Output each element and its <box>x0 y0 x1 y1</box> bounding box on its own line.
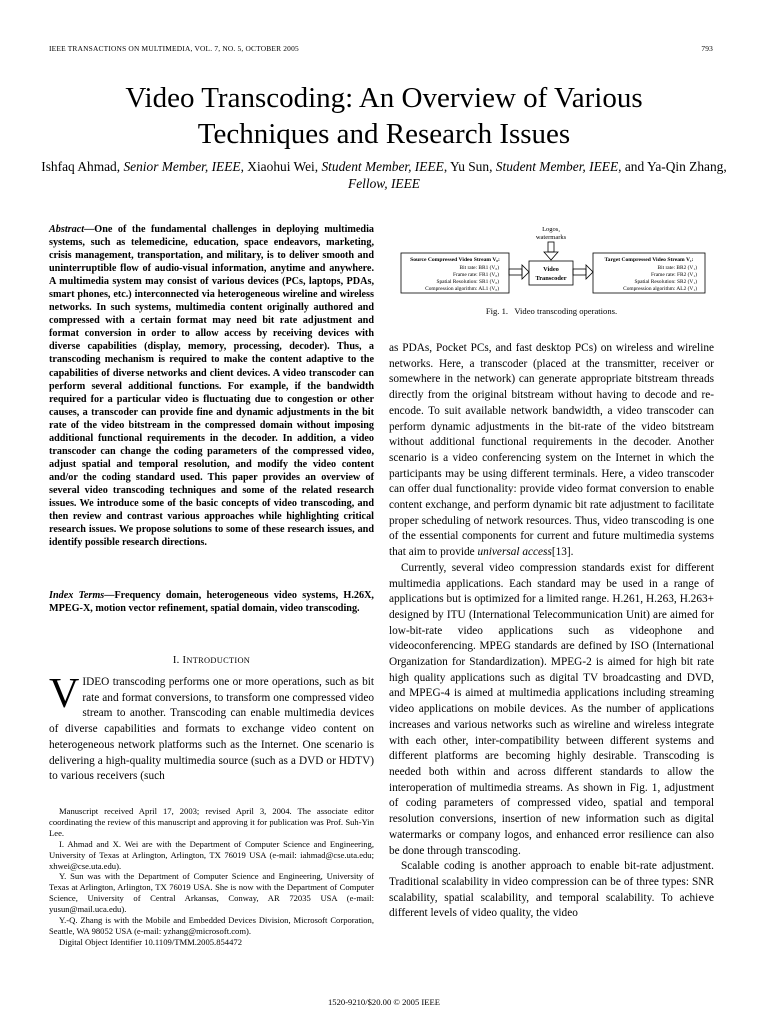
source-line-3: Spatial Resolution: SR1 (V₀) <box>436 279 499 285</box>
drop-cap: V <box>49 671 80 717</box>
section-heading <box>49 655 374 666</box>
universal-access-term: universal access <box>477 546 552 559</box>
index-terms <box>49 589 374 615</box>
source-stream-title: Source Compressed Video Stream V₀: <box>410 257 500 263</box>
target-stream-title: Target Compressed Video Stream V₁: <box>604 257 694 263</box>
abstract-lead: Abstract <box>49 224 85 235</box>
index-terms-lead: Index Terms <box>49 590 105 601</box>
author-1: Ishfaq Ahmad, <box>41 159 124 174</box>
footnote-affiliation-2: Y. Sun was with the Department of Computer Science and Engineering, University of Texas at Arlington, Arlington, TX 76019 USA. She is now with the Department of Computer Science, University of Central Arkansas, Conway, AR 72035 USA (e-mail: yusun@mail.uca.edu). <box>49 871 374 915</box>
section-title-rest: NTRODUCTION <box>186 656 251 665</box>
intro-text: IDEO transcoding performs one or more operations, such as bit rate and format conversions, to transform one compressed video stream to another. Transcoding can enable multimedia devices of diverse capabilities and formats to exchange video content on heterogeneous network platforms such as the Internet. One scenario is delivering a high-quality multimedia source (such as a DVD or HDTV) to various receivers (such <box>49 676 374 783</box>
journal-name: IEEE TRANSACTIONS ON MULTIMEDIA, VOL. 7, NO. 5, OCTOBER 2005 <box>49 44 299 53</box>
figure-1-caption: Fig. 1. Video transcoding operations. <box>485 306 618 316</box>
section-title-first: I <box>182 655 187 666</box>
down-arrow <box>544 242 558 260</box>
target-line-3: Spatial Resolution: SR2 (V₁) <box>634 279 697 285</box>
paper-title <box>40 80 728 152</box>
footnote-doi: Digital Object Identifier 10.1109/TMM.2005.854472 <box>59 936 242 947</box>
target-line-2: Frame rate: FR2 (V₁) <box>650 272 697 278</box>
footnotes <box>49 806 374 948</box>
footnote-manuscript: Manuscript received April 17, 2003; revised April 3, 2004. The associate editor coordinating the review of this manuscript and approving it for publication was Prof. Suh-Yin Lee. <box>49 806 374 838</box>
logos-label-1: Logos, <box>542 226 560 233</box>
author-4: , and Ya-Qin Zhang, <box>618 159 727 174</box>
page-number: 793 <box>701 44 713 53</box>
paragraph-2: Currently, several video compression standards exist for different multimedia applications. Each standard may be used in a range of applications but is optimized for a limited range. H.261, H.263, H.263+ designed by ITU (International Telecommunication Unit) are aimed for low-bit-rate video applications such as videophone and videoconferencing. MPEG standards are defined by ISO (International Organization for Standardization). MPEG-2 is aimed for high bit rate high quality applications such as digital TV broadcasting and DVD, and MPEG-4 is aimed at multimedia applications including streaming video applications on mobile devices. As the number of applications increases and various networks such as wireline and wireless integrate with each other, inter-compatibility between different systems and different platforms are becoming highly desirable. Transcoding is needed both within and across different standards to allow the interoperation of multimedia streams. As shown in Fig. 1, adjustment of coding parameters of compressed video, spatial and temporal resolution conversions, insertion of new information such as digital watermarks or company logos, and enhanced error resilience can also be done through transcoding. <box>389 561 714 857</box>
arrow-to-target <box>573 265 593 279</box>
right-column-body <box>389 341 714 922</box>
source-line-2: Frame rate: FR1 (V₀) <box>452 272 499 278</box>
citation-13: [13]. <box>551 546 574 559</box>
transcoder-label-1: Video <box>543 266 559 273</box>
section-number: I. <box>172 655 183 666</box>
abstract-text: —One of the fundamental challenges in deploying multimedia systems, such as telemedicine, education, space endeavors, marketing, crisis management, transportation, and military, is to deliver smooth and uninterruptible flow of audio-visual information, anytime and anywhere. A multimedia system may consist of various devices (PCs, laptops, PDAs, smart phones, etc.) interconnected via heterogeneous wireline and wireless networks. In such systems, multimedia content originally authored and compressed with a certain format may need bit rate adjustment and format conversion in order to allow access by receiving devices with diverse capabilities (display, memory, processing, decoder). Thus, a transcoding mechanism is required to make the content adaptive to the capabilities of diverse networks and client devices. A video transcoder can perform several additional functions. For example, if the bandwidth required for a particular video is fluctuating due to congestion or other causes, a transcoder can provide fine and dynamic adjustments in the bit rate of the video bitstream in the compressed domain without imposing additional functional requirements in the decoder. In addition, a video transcoder can change the coding parameters of the compressed video, adjust spatial and temporal resolution, and modify the video content and/or the coding standard used. This paper provides an overview of several video transcoding techniques and some of the related research issues. We introduce some of the basic concepts of video transcoding, and then review and contrast various approaches while highlighting critical research issues. We propose solutions to some of these research issues, and identify possible research directions. <box>49 224 374 549</box>
paragraph-1-text: as PDAs, Pocket PCs, and fast desktop PCs) on wireless and wireline networks. Here, a transcoder (placed at the transmitter, receiver or somewhere in the network) can generate appropriate bitstream threads directly from the original bitstream without having to decode and re-encode. To suit available network bandwidth, a video transcoder can perform dynamic adjustments in the bit-rate of the video bitstream without additional functional requirements in the decoder. Another scenario is a video conferencing system on the Internet in which the participants may be using different terminals. Here, a video transcoder can offer dual functionality: provide video format conversion to enable content exchange, and perform dynamic bit rate adjustment to facilitate proper scheduling of network resources. Thus, video transcoding is one of the essential components for current and future multimedia systems that aim to provide <box>389 342 714 559</box>
author-1-role: Senior Member, IEEE <box>123 159 241 174</box>
transcoder-label-2: Transcoder <box>535 275 567 282</box>
copyright-footer: 1520-9210/$20.00 © 2005 IEEE <box>327 997 441 1007</box>
intro-paragraph <box>49 671 374 785</box>
author-list <box>40 158 728 192</box>
source-line-4: Compression algorithm: AL1 (V₀) <box>425 286 499 292</box>
source-line-1: Bit rate: BR1 (V₀) <box>459 265 499 271</box>
author-4-role: Fellow, IEEE <box>348 176 420 191</box>
footnote-affiliation-3: Y.-Q. Zhang is with the Mobile and Embedded Devices Division, Microsoft Corporation, Seattle, WA 98052 USA (e-mail: yzhang@microsoft.com). <box>49 915 374 936</box>
arrow-to-transcoder <box>509 265 529 279</box>
target-line-1: Bit rate: BR2 (V₁) <box>657 265 697 271</box>
footnote-affiliation-1: I. Ahmad and X. Wei are with the Department of Computer Science and Engineering, University of Texas at Arlington, Arlington, TX 76019 USA (e-mail: iahmad@cse.uta.edu; xhwei@cse.uta.edu). <box>49 838 374 871</box>
author-2: , Xiaohui Wei, <box>240 159 322 174</box>
logos-label-2: watermarks <box>535 234 567 241</box>
title-line-2: Techniques and Research Issues <box>197 118 571 150</box>
target-line-4: Compression algorithm: AL2 (V₁) <box>623 286 697 292</box>
author-3: , Yu Sun, <box>443 159 496 174</box>
author-2-role: Student Member, IEEE <box>321 159 444 174</box>
abstract <box>49 223 374 549</box>
running-head <box>49 44 713 53</box>
paragraph-3: Scalable coding is another approach to enable bit-rate adjustment. Traditional scalability in video compression can be of three types: SNR scalability, spatial scalability, and temporal scalability. To achieve different levels of video quality, the video <box>389 860 714 920</box>
author-3-role: Student Member, IEEE <box>495 159 619 174</box>
index-terms-text: —Frequency domain, heterogeneous video systems, H.26X, MPEG-X, motion vector refinement, spatial domain, video transcoding. <box>49 590 374 615</box>
title-line-1: Video Transcoding: An Overview of Various <box>125 82 643 114</box>
paragraph-1 <box>389 341 714 561</box>
